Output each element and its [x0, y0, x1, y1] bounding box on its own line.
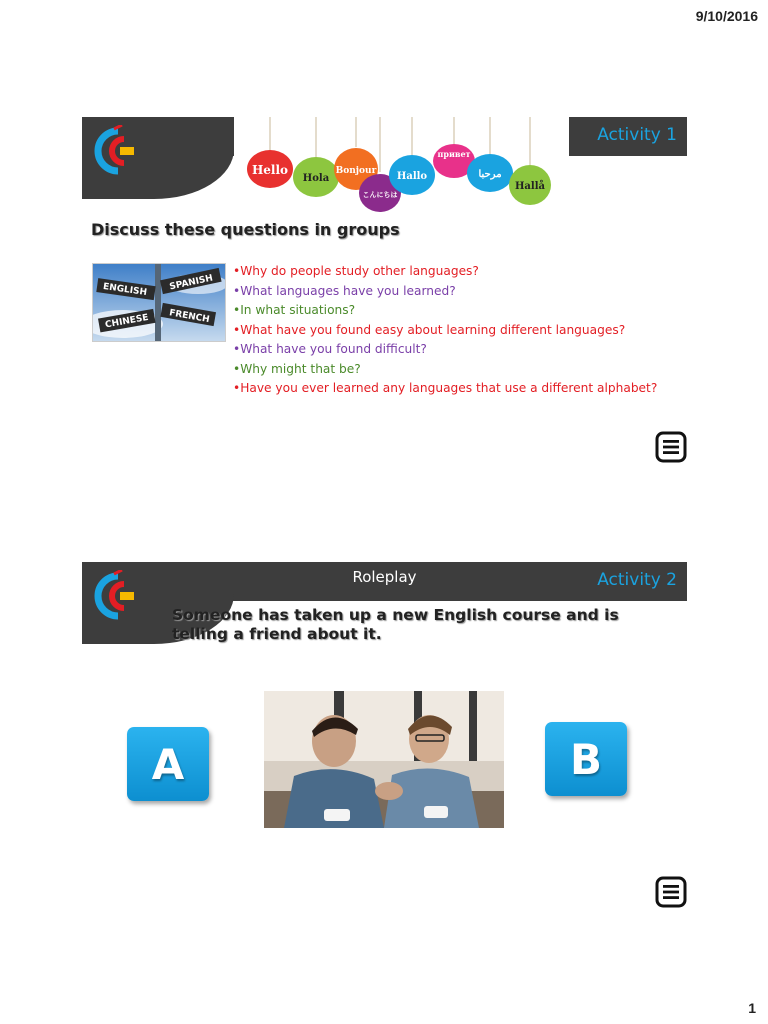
question-list — [233, 262, 657, 399]
slide-activity-2 — [82, 562, 687, 932]
brand-logo-icon — [90, 125, 140, 180]
logo-panel — [82, 117, 234, 199]
speech-bubbles-image — [234, 117, 569, 217]
greeting-halla: Hallå — [514, 181, 546, 192]
greeting-marhaba: مرحبا — [478, 169, 502, 180]
slide-activity-1 — [82, 117, 687, 487]
notes-list-icon[interactable] — [655, 876, 687, 908]
question-item: •What have you found easy about learning different languages? — [233, 322, 626, 337]
sign-spanish: SPANISH — [168, 273, 214, 293]
question-item: •Have you ever learned any languages that use a different alphabet? — [233, 381, 658, 395]
question-item: •What have you found difficult? — [233, 342, 427, 356]
question-item: •In what situations? — [233, 303, 356, 317]
question-item: •Why do people study other languages? — [233, 264, 479, 278]
activity-header — [569, 117, 687, 156]
sign-english: ENGLISH — [102, 281, 148, 299]
page-number: 1 — [748, 1000, 756, 1016]
greeting-hola: Hola — [302, 173, 330, 184]
question-item: •What languages have you learned? — [233, 283, 456, 298]
sign-french: FRENCH — [168, 308, 211, 326]
signpost-image — [92, 263, 226, 342]
section-heading: Discuss these questions in groups — [91, 220, 400, 239]
scenario-text: Someone has taken up a new English course and is telling a friend about it. — [172, 606, 619, 643]
role-card-b: B — [545, 722, 627, 796]
question-item: •Why might that be? — [233, 361, 361, 376]
brand-logo-icon — [90, 570, 140, 625]
activity-label: Activity 2 — [597, 570, 677, 590]
activity-label: Activity 1 — [597, 125, 677, 145]
greeting-hallo: Hallo — [396, 171, 428, 182]
role-card-a: A — [127, 727, 209, 801]
sign-chinese: CHINESE — [104, 312, 150, 331]
conversation-photo — [264, 691, 504, 828]
greetings-banner — [234, 117, 569, 217]
greeting-bonjour: Bonjour — [335, 166, 377, 176]
greeting-hello: Hello — [251, 163, 289, 177]
slide-title: Roleplay — [352, 568, 417, 586]
greeting-privet: привет — [437, 149, 471, 159]
page-date: 9/10/2016 — [695, 8, 758, 24]
greeting-konnichiwa: こんにちは — [362, 190, 398, 199]
notes-list-icon[interactable] — [655, 431, 687, 463]
